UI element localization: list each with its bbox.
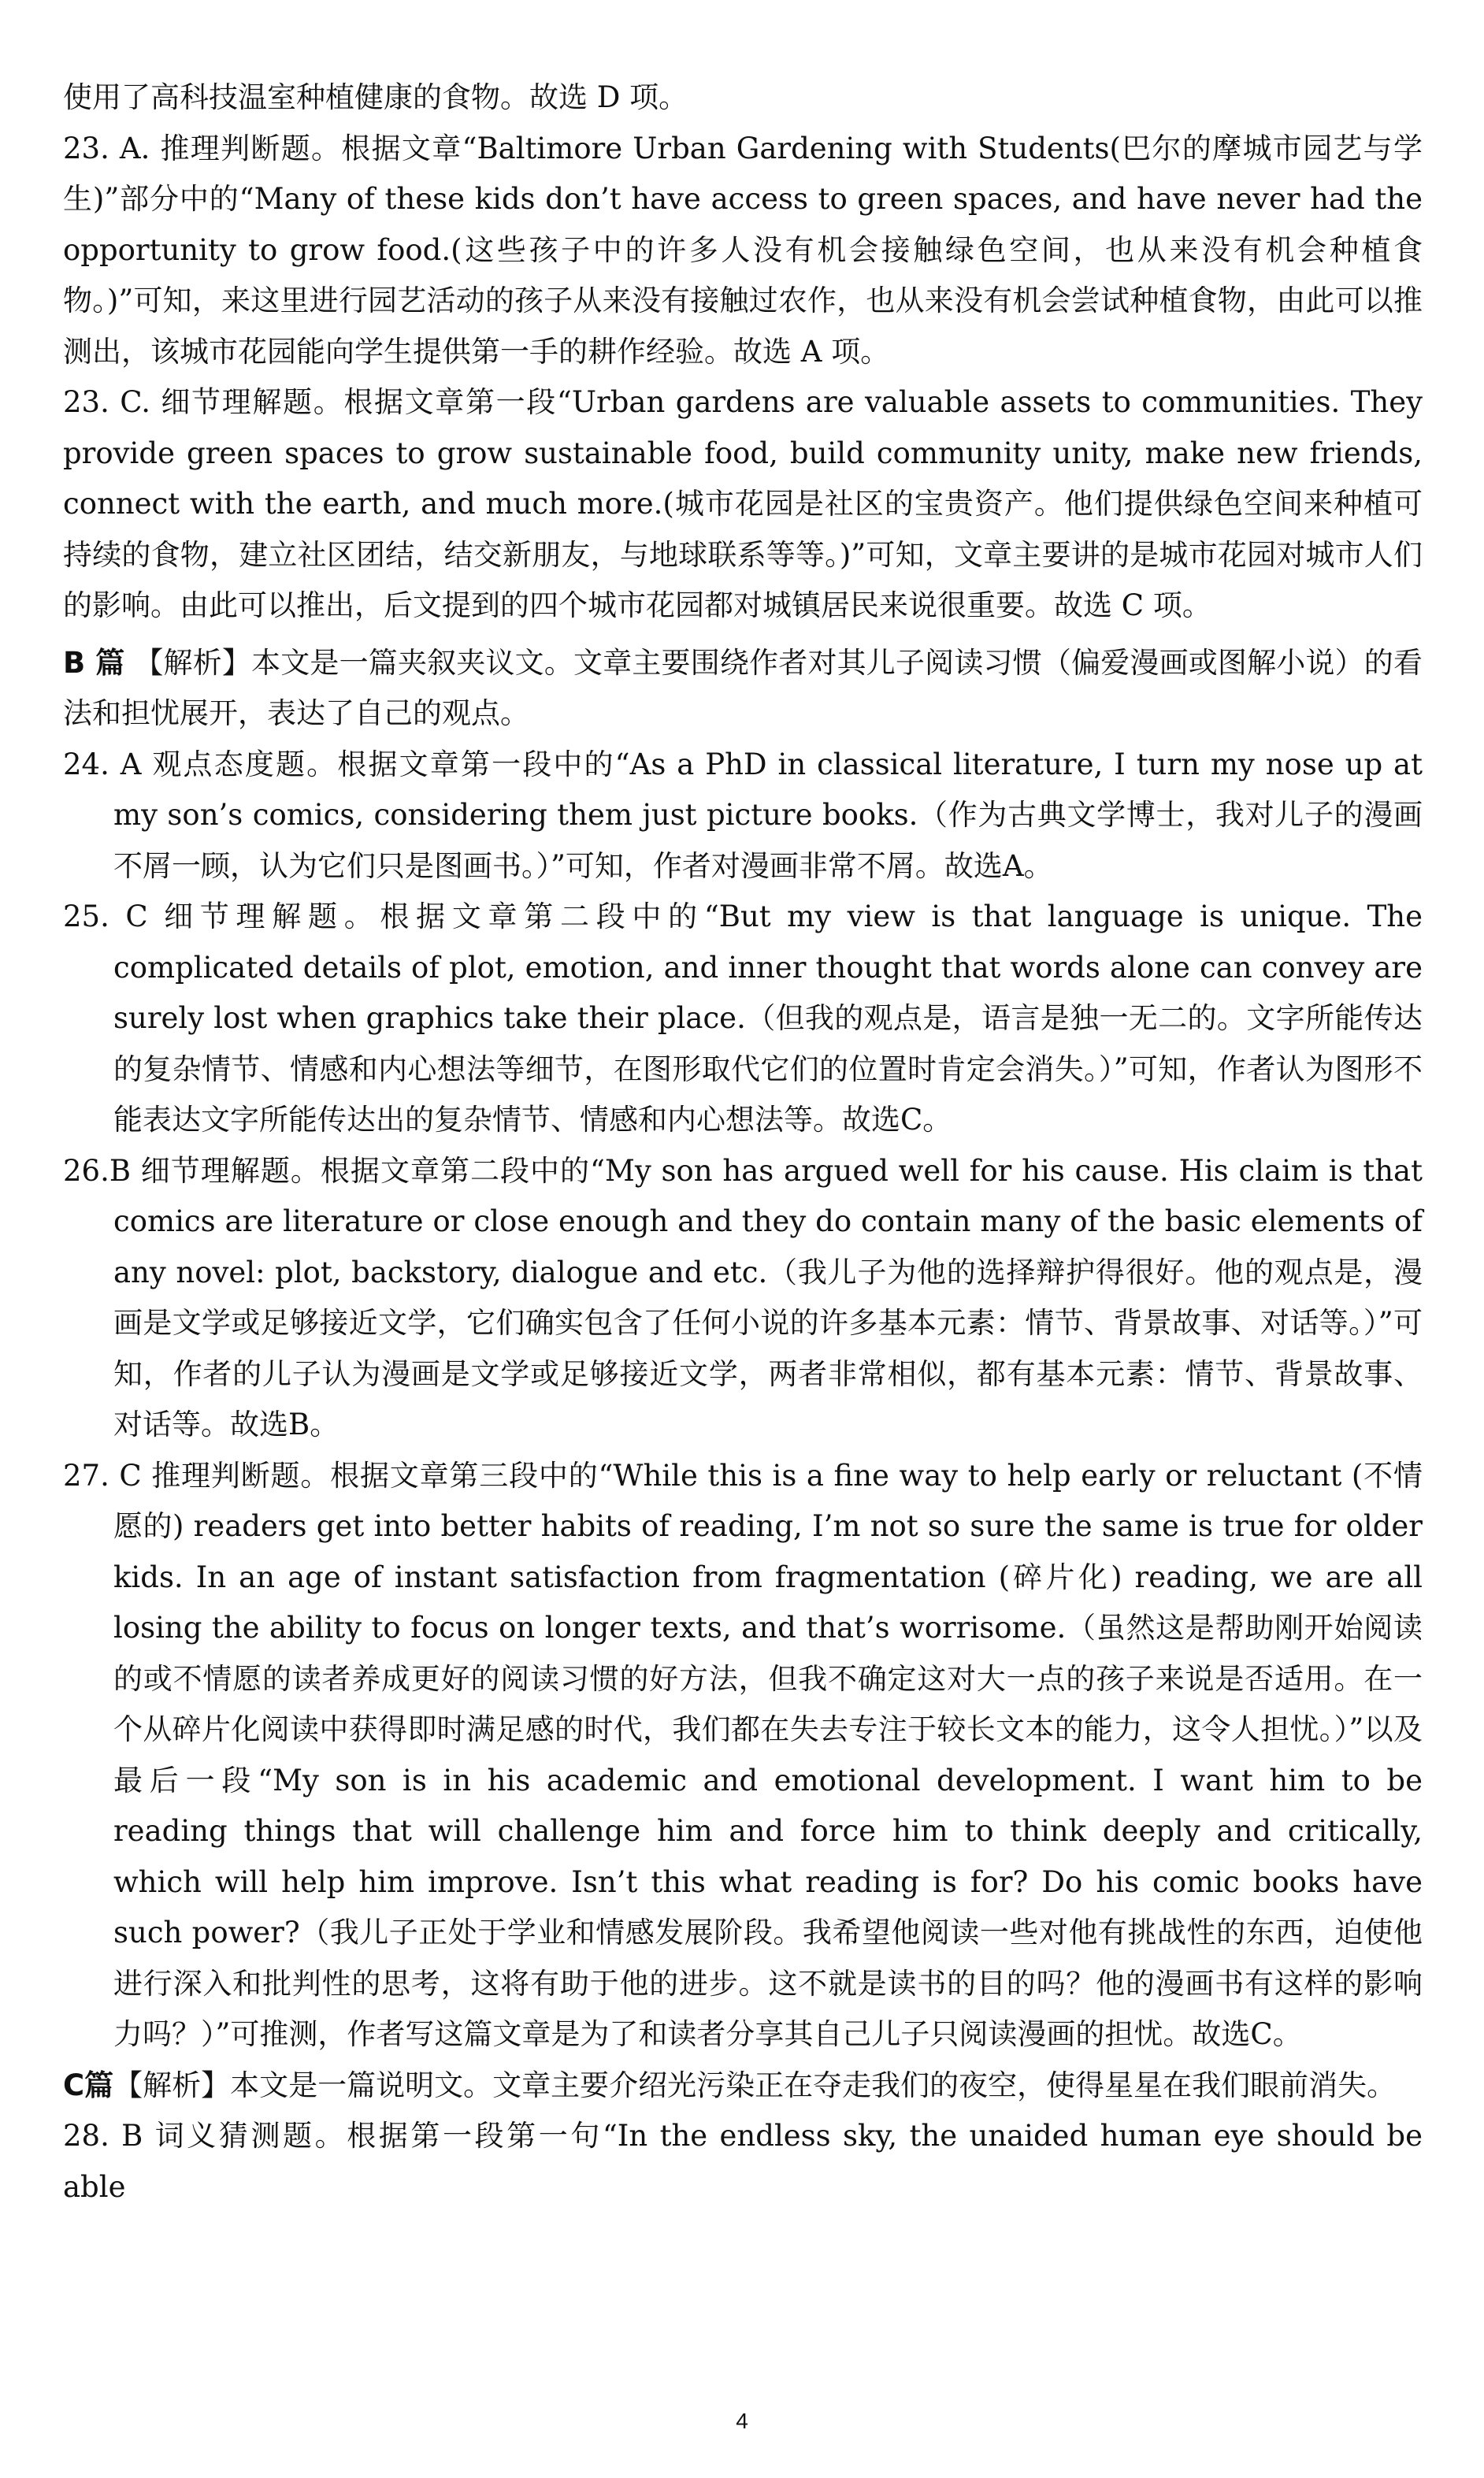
answer-26: 26.B 细节理解题。根据文章第二段中的“My son has argued well for his cause. His claim is that comics are literature or close enough and they do contain many of the basic elements of any novel: plot, backstory, dialogue and etc.（我儿子为他的选择辩护得很好。他的观点是，漫画是文学或足够接近文学，它们确实包含了任何小说的许多基本元素：情节、背景故事、对话等。）”可知，作者的儿子认为漫画是文学或足够接近文学，两者非常相似，都有基本元素：情节、背景故事、对话等。故选B。	[63, 1153, 1423, 1441]
answer-28: 28. B 词义猜测题。根据第一段第一句“In the endless sky, the unaided human eye should be able	[63, 2119, 1423, 2204]
answer-23c: 23. C. 细节理解题。根据文章第一段“Urban gardens are valuable assets to communities. They provide green spaces to grow sustainable food, build community unity, make new friends, connect with the earth, and much more.(城市花园是社区的宝贵资产。他们提供绿色空间来种植可持续的食物，建立社区团结，结交新朋友，与地球联系等等。)”可知，文章主要讲的是城市花园对城市人们的影响。由此可以推出，后文提到的四个城市花园都对城镇居民来说很重要。故选 C 项。	[63, 385, 1423, 622]
answer-27: 27. C 推理判断题。根据文章第三段中的“While this is a fine way to help early or reluctant (不情愿的) readers get into better habits of reading, I’m not so sure the same is true for older kids. In an age of instant satisfaction from fragmentation (碎片化) reading, we are all losing the ability to focus on longer texts, and that’s worrisome.（虽然这是帮助刚开始阅读的或不情愿的读者养成更好的阅读习惯的好方法，但我不确定这对大一点的孩子来说是否适用。在一个从碎片化阅读中获得即时满足感的时代，我们都在失去专注于较长文本的能力，这令人担忧。）”以及最后一段“My son is in his academic and emotional development. I want him to be reading things that will challenge him and force him to think deeply and critically, which will help him improve. Isn’t this what reading is for? Do his comic books have such power?（我儿子正处于学业和情感发展阶段。我希望他阅读一些对他有挑战性的东西，迫使他进行深入和批判性的思考，这将有助于他的进步。这不就是读书的目的吗？他的漫画书有这样的影响力吗？）”可推测，作者写这篇文章是为了和读者分享其自己儿子只阅读漫画的担忧。故选C。	[63, 1458, 1423, 2051]
answer-23a: 23. A. 推理判断题。根据文章“Baltimore Urban Gardening with Students(巴尔的摩城市园艺与学生)”部分中的“Many of these kids don’t have access to green spaces, and have never had the opportunity to grow food.(这些孩子中的许多人没有机会接触绿色空间，也从来没有机会种植食物。)”可知，来这里进行园艺活动的孩子从来没有接触过农作，也从来没有机会尝试种植食物，由此可以推测出，该城市花园能向学生提供第一手的耕作经验。故选 A 项。	[63, 131, 1423, 369]
section-c-analysis	[63, 2061, 1423, 2112]
section-c-label: C篇	[63, 2068, 114, 2102]
answer-24: 24. A 观点态度题。根据文章第一段中的“As a PhD in classical literature, I turn my nose up at my son’s comics, considering them just picture books.（作为古典文学博士，我对儿子的漫画不屑一顾，认为它们只是图画书。）”可知，作者对漫画非常不屑。故选A。	[63, 747, 1423, 883]
section-b-label: B 篇	[63, 645, 125, 680]
paragraph-continuation: 使用了高科技温室种植健康的食物。故选 D 项。	[63, 80, 688, 114]
section-b-analysis	[63, 638, 1423, 740]
answer-25: 25. C 细节理解题。根据文章第二段中的“But my view is that language is unique. The complicated details of plot, emotion, and inner thought that words alone can convey are surely lost when graphics take their place.（但我的观点是，语言是独一无二的。文字所能传达的复杂情节、情感和内心想法等细节，在图形取代它们的位置时肯定会消失。）”可知，作者认为图形不能表达文字所能传达出的复杂情节、情感和内心想法等。故选C。	[63, 900, 1423, 1137]
page-number: 4	[736, 2409, 748, 2433]
section-c-text: 【解析】本文是一篇说明文。文章主要介绍光污染正在夺走我们的夜空，使得星星在我们眼前消失。	[113, 2068, 1397, 2102]
section-b-text: 【解析】本文是一篇夹叙夹议文。文章主要围绕作者对其儿子阅读习惯（偏爱漫画或图解小说）的看法和担忧展开，表达了自己的观点。	[63, 645, 1423, 730]
